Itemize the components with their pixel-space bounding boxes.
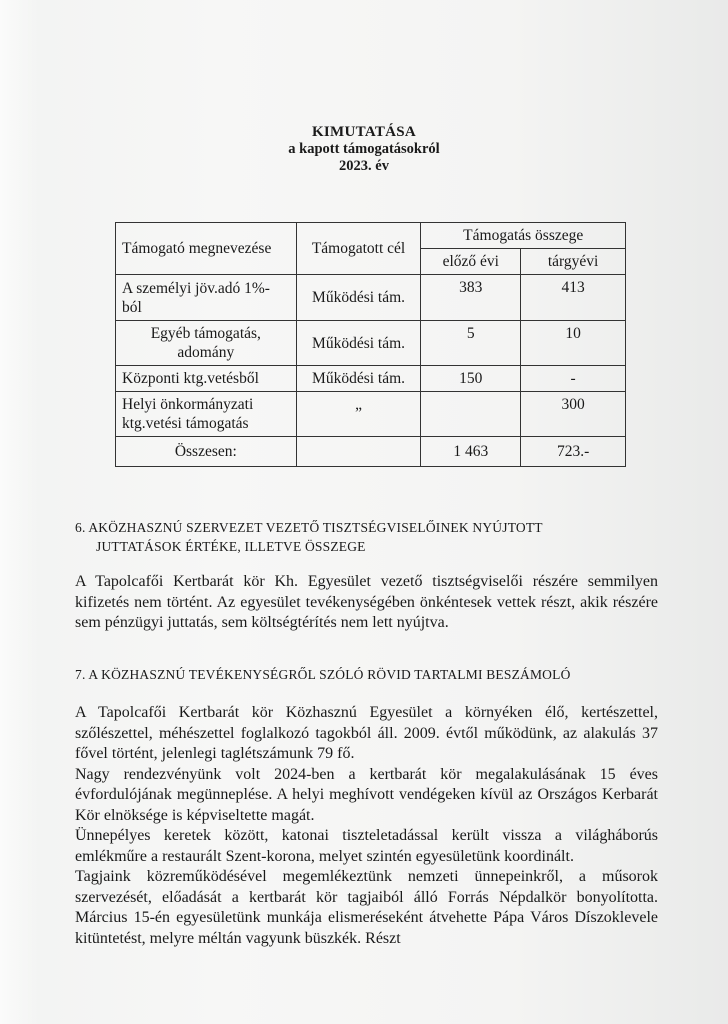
table-row: [116, 392, 626, 437]
cell-prev: 5: [421, 321, 521, 366]
header-amount: Támogatás összege: [421, 223, 626, 249]
section6-heading-line2: JUTTATÁSOK ÉRTÉKE, ILLETVE ÖSSZEGE: [96, 539, 366, 554]
header-purpose: Támogatott cél: [296, 223, 421, 275]
cell-purpose: Működési tám.: [296, 321, 421, 366]
cell-purpose: Működési tám.: [296, 366, 421, 392]
section6-heading-line1: 6. AKÖZHASZNÚ SZERVEZET VEZETŐ TISZTSÉGVISELŐINEK NYÚJTOTT: [75, 520, 543, 535]
title-line-2: a kapott támogatásokról: [288, 141, 440, 157]
cell-prev: 150: [421, 366, 521, 392]
table-row: [116, 366, 626, 392]
cell-prev: 383: [421, 275, 521, 321]
cell-curr: 10: [521, 321, 626, 366]
table-header-row: [116, 223, 626, 249]
section7-body: [75, 703, 658, 949]
section6-paragraph: A Tapolcafői Kertbarát kör Kh. Egyesület vezető tisztségviselői részére semmilyen kifizetés nem történt. Az egyesület tevékenységében önkéntesek vettek részt, akik részére sem pénzügyi juttatás, sem költségtérítés nem lett nyújtva.: [75, 573, 658, 631]
cell-purpose: „: [296, 392, 421, 437]
table-total-row: [116, 437, 626, 467]
total-prev: 1 463: [421, 437, 521, 467]
title-line-3: 2023. év: [339, 158, 389, 174]
cell-prev: [421, 392, 521, 437]
total-curr: 723.-: [521, 437, 626, 467]
cell-supporter: Egyéb támogatás, adomány: [116, 321, 297, 366]
report-title: [0, 124, 728, 175]
section7-paragraph-1: A Tapolcafői Kertbarát kör Közhasznú Egyesület a környéken élő, kertészettel, szőlészettel, méhészettel foglalkozó tagokból áll. 2009. évtől működünk, az alakulás 37 fővel történt, jelenlegi taglétszámunk 79 fő.: [75, 704, 658, 762]
cell-supporter: Helyi önkormányzati ktg.vetési támogatás: [116, 392, 297, 437]
cell-supporter: Központi ktg.vetésből: [116, 366, 297, 392]
cell-supporter: A személyi jöv.adó 1%-ból: [116, 275, 297, 321]
section7-heading: 7. A KÖZHASZNÚ TEVÉKENYSÉGRŐL SZÓLÓ RÖVID TARTALMI BESZÁMOLÓ: [75, 667, 571, 682]
section6-heading: [75, 518, 675, 556]
cell-curr: 300: [521, 392, 626, 437]
total-purpose-empty: [296, 437, 421, 467]
section7-paragraph-3: Ünnepélyes keretek között, katonai tiszteletadással került vissza a világháborús emlékműre a restaurált Szent-korona, melyet szintén egyesületünk koordinált.: [75, 827, 658, 865]
table-row: [116, 321, 626, 366]
title-line-1: KIMUTATÁSA: [311, 124, 417, 140]
total-label: Összesen:: [116, 437, 297, 467]
grants-table: [115, 222, 626, 467]
cell-curr: 413: [521, 275, 626, 321]
header-current-year: tárgyévi: [521, 249, 626, 275]
table-row: [116, 275, 626, 321]
cell-curr: -: [521, 366, 626, 392]
header-supporter: Támogató megnevezése: [116, 223, 297, 275]
cell-purpose: Működési tám.: [296, 275, 421, 321]
section7-paragraph-2: Nagy rendezvényünk volt 2024-ben a kertbarát kör megalakulásának 15 éves évfordulójának megünneplése. A helyi meghívott vendégeken kívül az Országos Kerbarát Kör elnöksége is képviseltette magát.: [75, 765, 658, 824]
header-prev-year: előző évi: [421, 249, 521, 275]
section7-paragraph-4: Tagjaink közreműködésével megemlékeztünk nemzeti ünnepeinkről, a műsorok szervezését, előadását a kertbarát kör tagjaiból álló Forrás Népdalkör bonyolította. Március 15-én egyesületünk munkája elismeréseként átvehette Pápa Város Díszoklevele kitüntetést, melyre méltán vagyunk büszkék. Részt: [75, 868, 658, 947]
section6-body: [75, 572, 658, 634]
